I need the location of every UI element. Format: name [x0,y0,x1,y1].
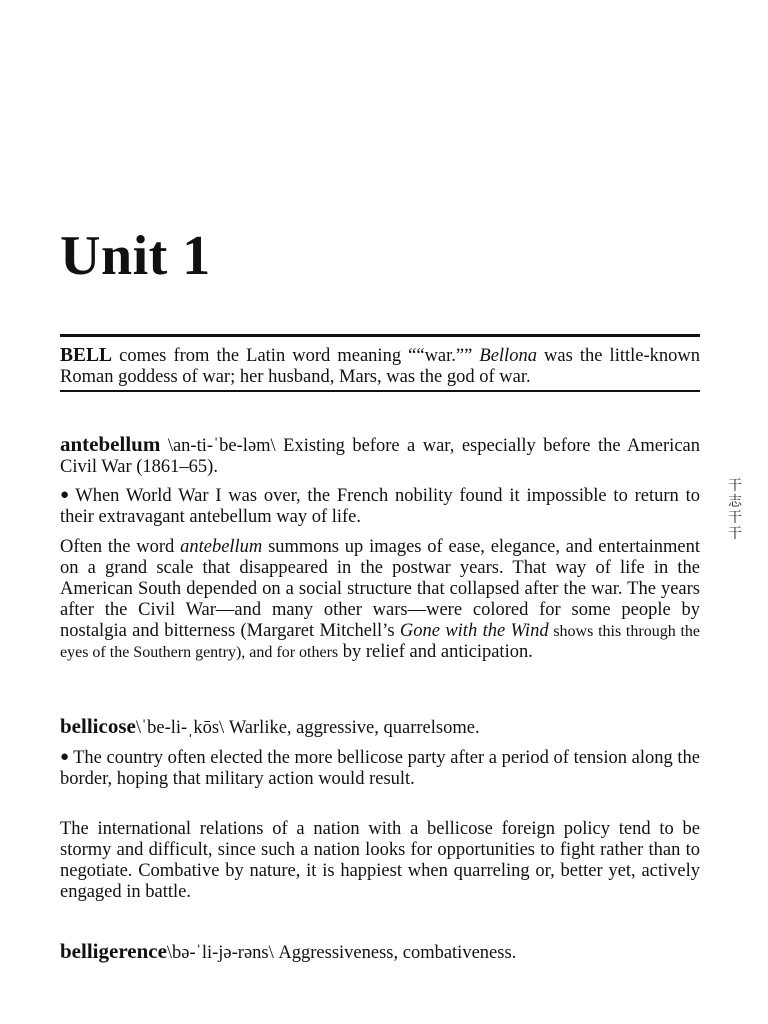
headword-bellicose: bellicose [60,714,136,738]
note-antebellum-part: Often the word [60,537,181,557]
root-italic-term: Bellona [479,346,537,366]
headword-antebellum: antebellum [60,432,161,456]
example-bellicose-text: The country often elected the more bellicose party after a period of tension along the border, hoping that military action would result. [60,748,700,789]
unit-title: Unit 1 [60,225,211,287]
note-antebellum-small: shows this through the eyes of the Southern gentry), and for others [60,623,700,661]
headword-belligerence: belligerence [60,939,167,963]
definition-belligerence: Aggressiveness, combativeness. [278,943,517,963]
entry-antebellum-heading [60,434,700,478]
note-antebellum-end: by relief and anticipation. [338,642,533,662]
note-antebellum [60,537,700,663]
example-bellicose [60,747,700,790]
pronunciation-belligerence: \bə-ˈli-jə-rəns\ [166,943,279,963]
root-text-intro: comes from the Latin word meaning ““war.”” [112,346,480,366]
note-bellicose: The international relations of a nation with a bellicose foreign policy tend to be stormy and difficult, since such a nation looks for opportunities to fight rather than to negotiate. Combative by nature, it is happiest when quarreling or, better yet, actively engaged in battle. [60,819,700,902]
bullet-icon: ● [60,487,72,503]
root-word: BELL [60,345,113,366]
note-antebellum-italic: antebellum [180,537,263,557]
note-antebellum-book-title: Gone with the Wind [399,621,549,641]
example-antebellum-text: When World War I was over, the French nobility found it impossible to return to their extravagant antebellum way of life. [60,486,700,527]
word-root-box [60,334,700,392]
pronunciation-bellicose: \ˈbe-li-ˌkōs\ [135,718,229,738]
bullet-icon: ● [60,749,70,765]
definition-antebellum: Existing before a war, especially before the American Civil War (1861–65). [60,436,700,477]
margin-handwritten-note: 干志干干 [728,478,742,542]
definition-bellicose: Warlike, aggressive, quarrelsome. [228,718,480,738]
note-antebellum-body: summons up images of ease, elegance, and entertainment on a grand scale that disappeared in the postwar years. That way of life in the American South depended on a social structure that collapsed after the war. The years after the Civil War—and many other wars—were colored for some people by nostalgia and bitterness (Margaret Mitchell’s [60,537,700,641]
root-text-rest: was the little-known Roman goddess of war; her husband, Mars, was the god of war. [60,346,700,387]
pronunciation-antebellum: \an-ti-ˈbe-ləm\ [160,436,284,456]
example-antebellum [60,485,700,528]
entry-bellicose-heading [60,716,700,739]
entry-belligerence-heading [60,941,700,964]
